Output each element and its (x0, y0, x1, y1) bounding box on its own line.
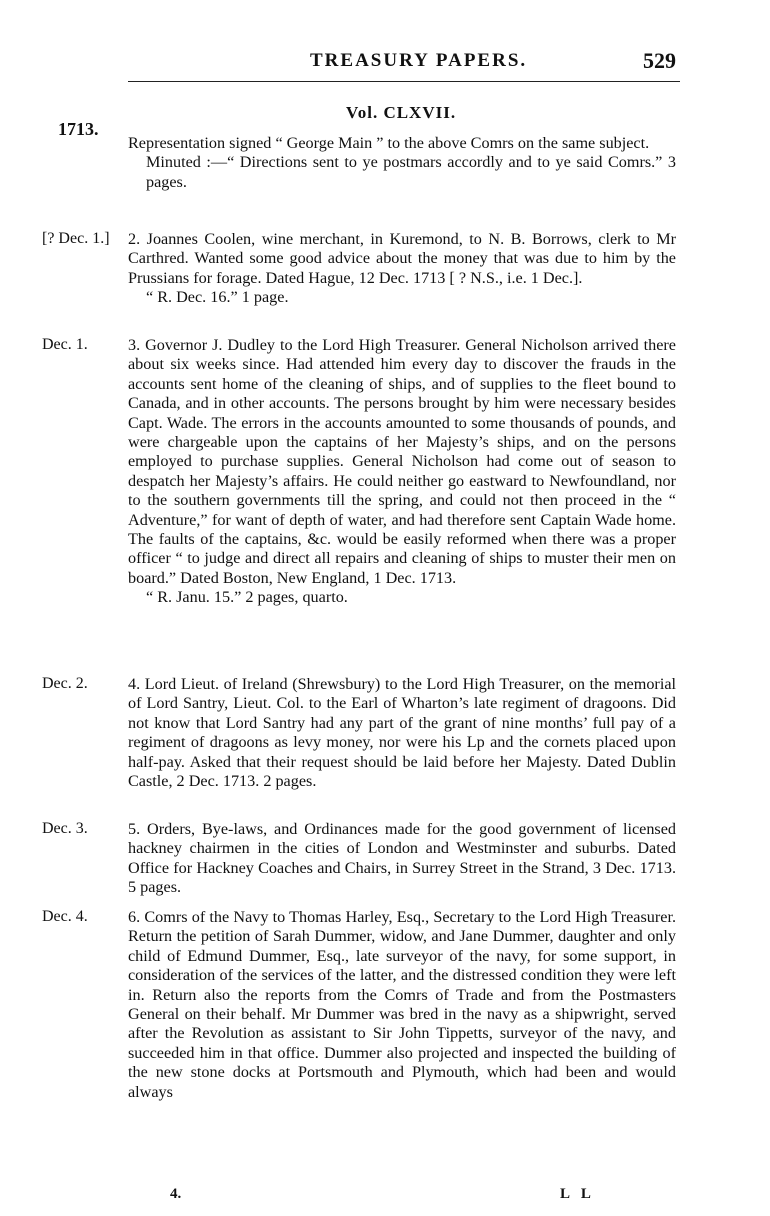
entry-2 (128, 336, 676, 608)
entry-date: Dec. 4. (42, 908, 88, 925)
signature-mark: 4. (170, 1186, 182, 1202)
entry-date: Dec. 3. (42, 820, 88, 837)
entry-text: 3. Governor J. Dudley to the Lord High Treasurer. General Nicholson arrived there about six weeks since. Had attended him every day to discover the frauds in the accounts sent home of the cleaning of ships, and of supplies to the fleet bound to Canada, and in other accounts. The persons brought by him were necessary besides Capt. Wade. The errors in the accounts amounted to some thousands of pounds, and were chargeable upon the captains of her Majesty’s ships, and on the persons employed to purchase supplies. General Nicholson had come out of season to despatch her Majesty’s affairs. He could neither go eastward to Newfoundland, nor to the southern governments till the spring, and could not then proceed in the “ Adventure,” for want of depth of water, and had therefore sent Captain Wade home. The faults of the captains, &c. would be easily reformed when there was a proper officer “ to judge and direct all repairs and cleaning of ships to muster their men on board.” Dated Boston, New England, 1 Dec. 1713. (128, 336, 676, 587)
entry-4 (128, 820, 676, 898)
entry-text: 2. Joannes Coolen, wine merchant, in Kuremond, to N. B. Borrows, clerk to Mr Carthred. Wanted some good advice about the money that was due to him by the Prussians for forage. Dated Hague, 12 Dec. 1713 [ ? N.S., i.e. 1 Dec.]. (128, 230, 676, 287)
entry-note: Minuted :—“ Directions sent to ye postmars accordly and to ye said Comrs.” 3 pages. (146, 153, 676, 191)
entry-note: “ R. Dec. 16.” 1 page. (146, 288, 289, 307)
entry-date: Dec. 1. (42, 336, 88, 353)
page-number: 529 (643, 48, 676, 73)
entry-date: [? Dec. 1.] (42, 230, 110, 247)
entry-3 (128, 675, 676, 791)
header-rule (128, 81, 680, 82)
running-head (0, 48, 770, 78)
running-title: TREASURY PAPERS. (310, 50, 528, 71)
signature-letters: L L (560, 1186, 595, 1202)
entry-note: “ R. Janu. 15.” 2 pages, quarto. (146, 588, 348, 607)
entry-text: 6. Comrs of the Navy to Thomas Harley, Esq., Secretary to the Lord High Treasurer. Return the petition of Sarah Dummer, widow, and Jane Dummer, daughter and only child of Edmund Dummer, Esq., late surveyor of the navy, for some support, in consideration of the services of the latter, and the distressed condition they were left in. Return also the reports from the Comrs of Trade and from the Postmasters General on their behalf. Mr Dummer was bred in the navy as a shipwright, served after the Revolution as assistant to Sir John Tippetts, surveyor of the navy, and succeeded him in that office. Dummer also projected and inspected the building of the new stone docks at Portsmouth and Plymouth, which had been and would always (128, 908, 676, 1101)
volume-heading: Vol. CLXVII. (346, 103, 457, 122)
entry-0 (128, 134, 676, 192)
entry-text: Representation signed “ George Main ” to the above Comrs on the same subject. (128, 134, 650, 152)
page-footer (0, 1186, 770, 1206)
entry-1 (128, 230, 676, 308)
entry-text: 4. Lord Lieut. of Ireland (Shrewsbury) to the Lord High Treasurer, on the memorial of Lord Santry, Lieut. Col. to the Earl of Wharton’s late regiment of dragoons. Did not know that Lord Santry had any part of the grant of nine months’ full pay of a regiment of dragoons as levy money, nor were his Lp and the cornets placed upon half-pay. Asked that their request should be laid before her Majesty. Dated Dublin Castle, 2 Dec. 1713. 2 pages. (128, 675, 676, 791)
entry-5 (128, 908, 676, 1102)
entry-date: Dec. 2. (42, 675, 88, 692)
year-marginal: 1713. (58, 119, 99, 139)
entry-text: 5. Orders, Bye-laws, and Ordinances made for the good government of licensed hackney chairmen in the cities of London and Westminster and suburbs. Dated Office for Hackney Coaches and Chairs, in Surrey Street in the Strand, 3 Dec. 1713. 5 pages. (128, 820, 676, 897)
